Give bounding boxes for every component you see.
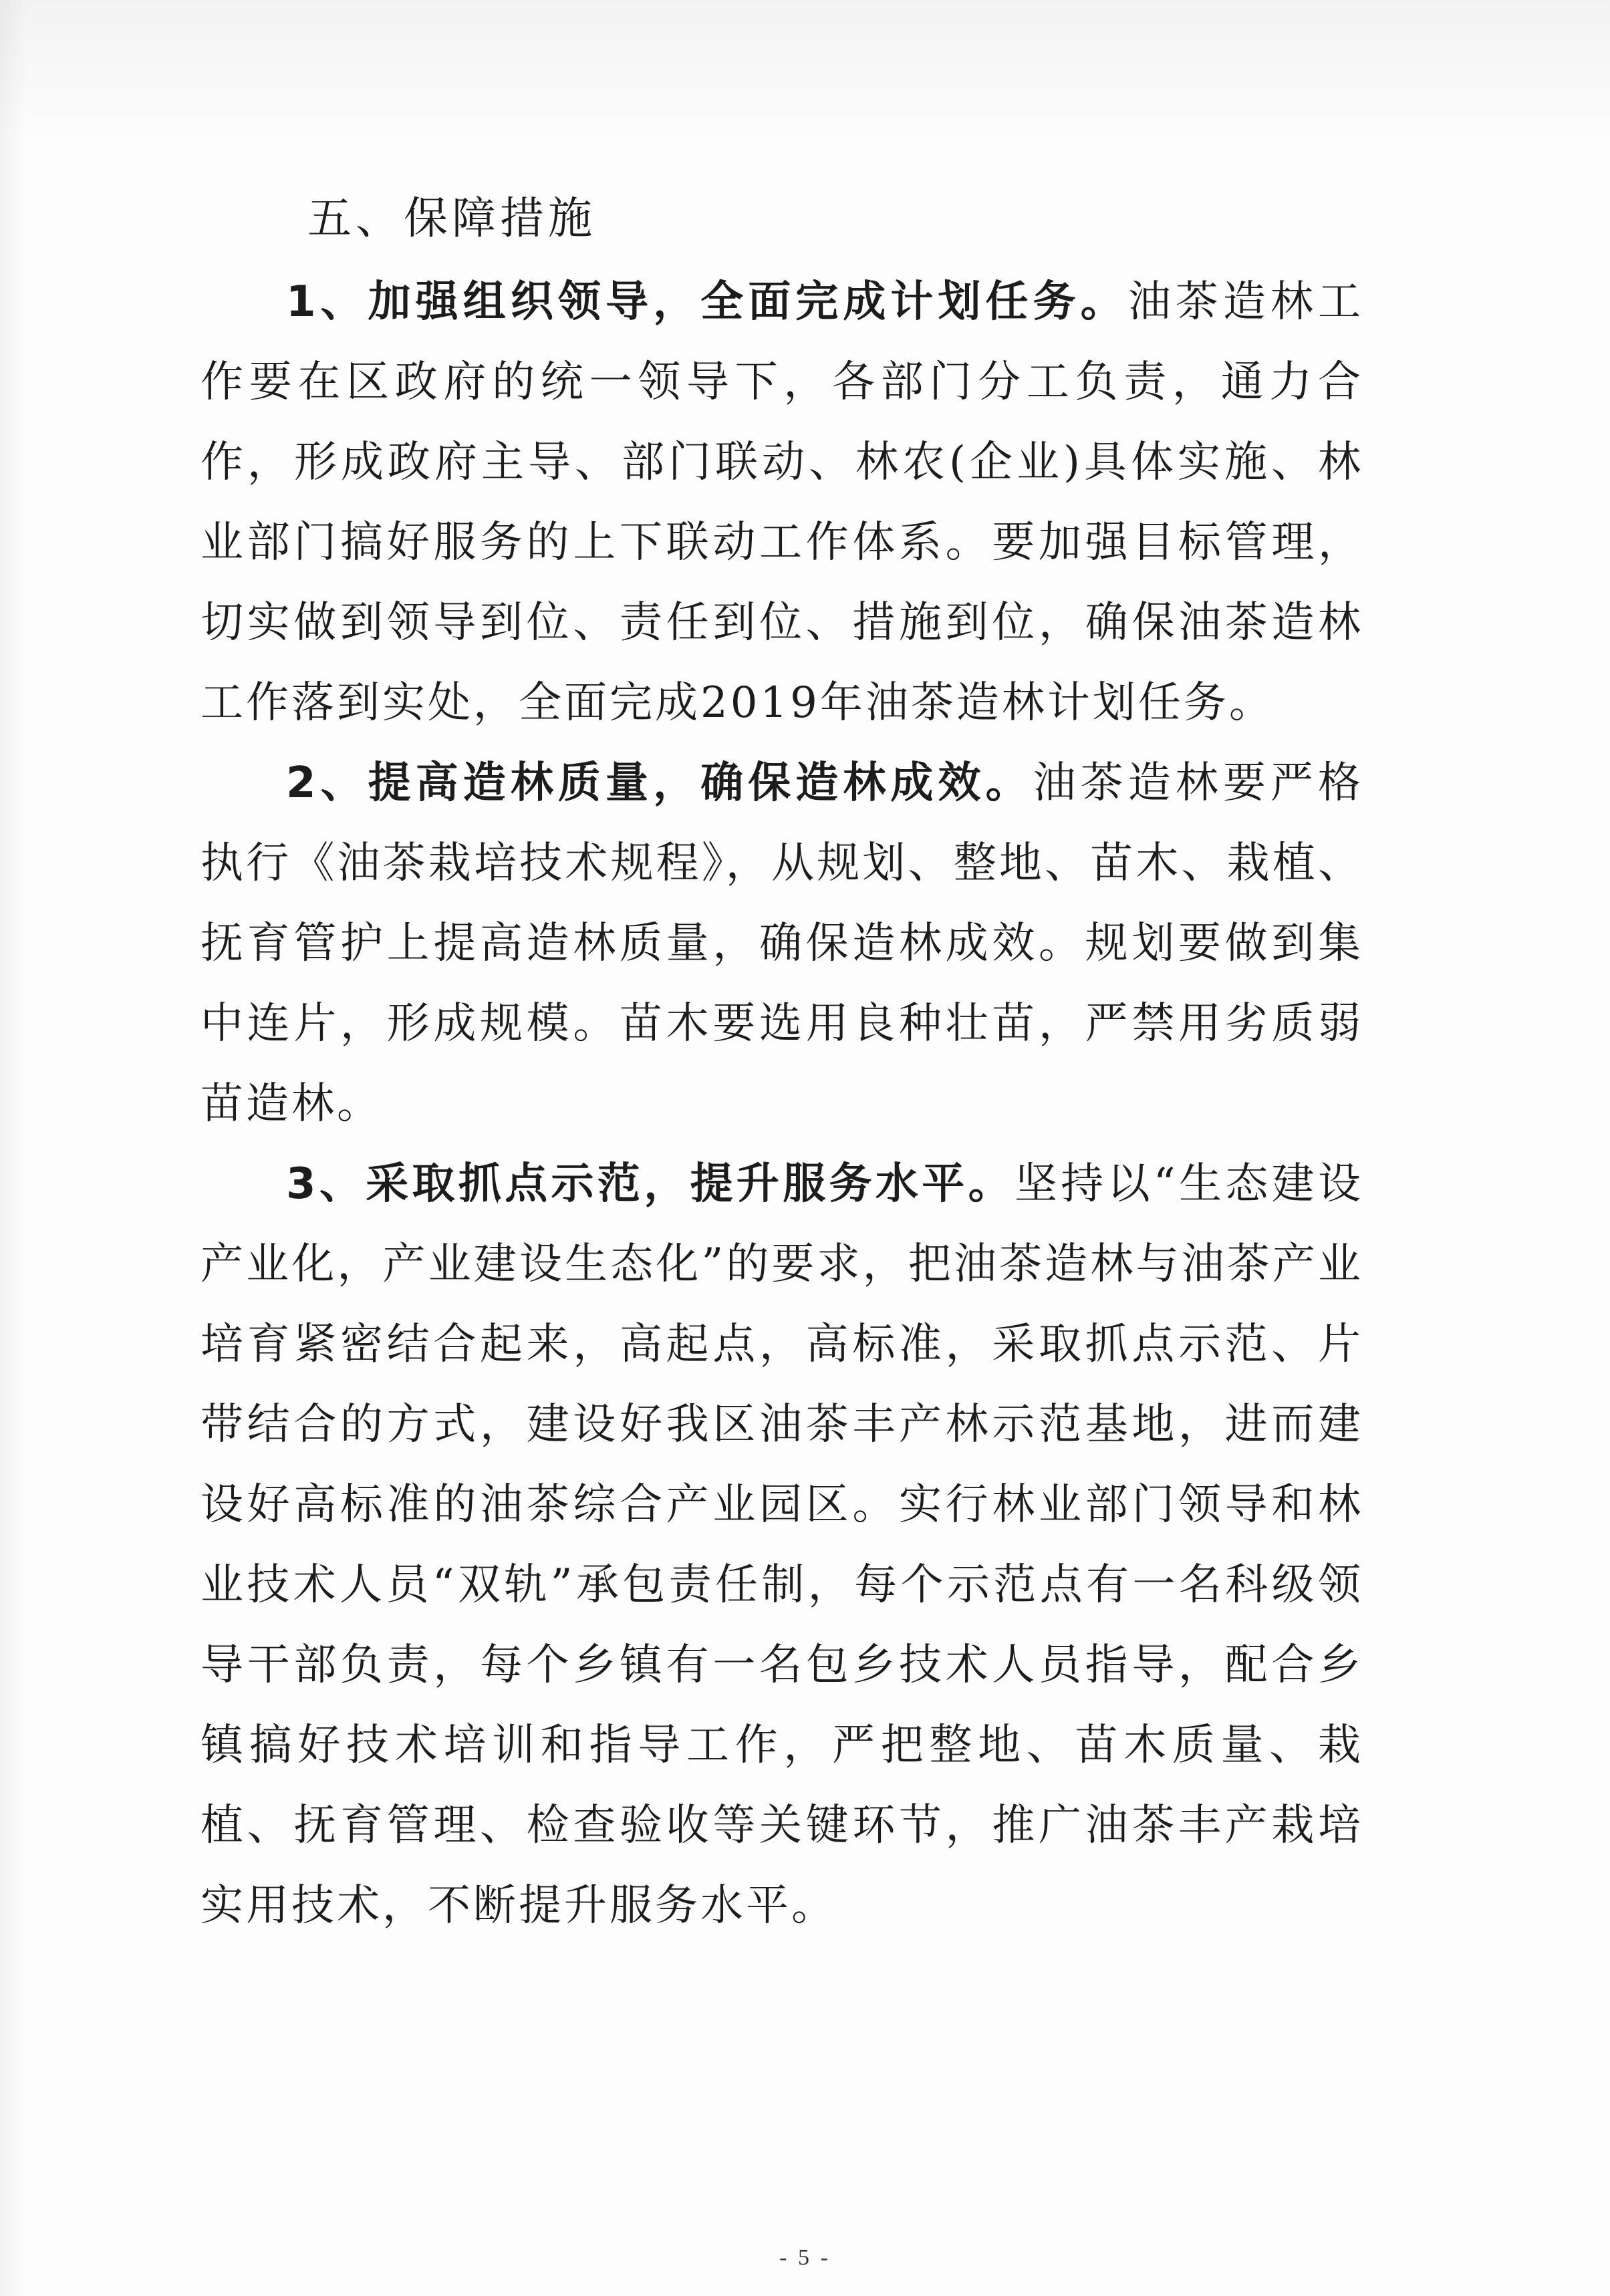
document-body	[200, 182, 1363, 1946]
paragraph-3	[200, 1144, 1363, 1946]
scan-shading-top	[0, 0, 1610, 140]
paragraph-1	[200, 262, 1363, 743]
paragraph-2-body: 油茶造林要严格执行《油茶栽培技术规程》，从规划、整地、苗木、栽植、抚育管护上提高造林质量，确保造林成效。规划要做到集中连片，形成规模。苗木要选用良种壮苗，严禁用劣质弱苗造林。	[200, 758, 1364, 1129]
scan-shading-left	[0, 0, 27, 2296]
paragraph-1-lead: 1、加强组织领导，全面完成计划任务。	[286, 277, 1128, 327]
section-heading: 五、保障措施	[307, 192, 596, 244]
paragraph-3-lead: 3、采取抓点示范，提升服务水平。	[286, 1159, 1015, 1209]
page-number: - 5 -	[779, 2245, 831, 2270]
paragraph-1-body: 油茶造林工作要在区政府的统一领导下，各部门分工负责，通力合作，形成政府主导、部门联动、林农(企业)具体实施、林业部门搞好服务的上下联动工作体系。要加强目标管理，切实做到领导到位、责任到位、措施到位，确保油茶造林工作落到实处，全面完成2019年油茶造林计划任务。	[200, 277, 1364, 728]
paragraph-2	[200, 743, 1363, 1144]
paragraph-2-lead: 2、提高造林质量，确保造林成效。	[286, 758, 1033, 808]
paragraph-3-body: 坚持以“生态建设产业化，产业建设生态化”的要求，把油茶造林与油茶产业培育紧密结合起来，高起点，高标准，采取抓点示范、片带结合的方式，建设好我区油茶丰产林示范基地，进而建设好高标准的油茶综合产业园区。实行林业部门领导和林业技术人员“双轨”承包责任制，每个示范点有一名科级领导干部负责，每个乡镇有一名包乡技术人员指导，配合乡镇搞好技术培训和指导工作，严把整地、苗木质量、栽植、抚育管理、检查验收等关键环节，推广油茶丰产栽培实用技术，不断提升服务水平。	[200, 1159, 1363, 1930]
